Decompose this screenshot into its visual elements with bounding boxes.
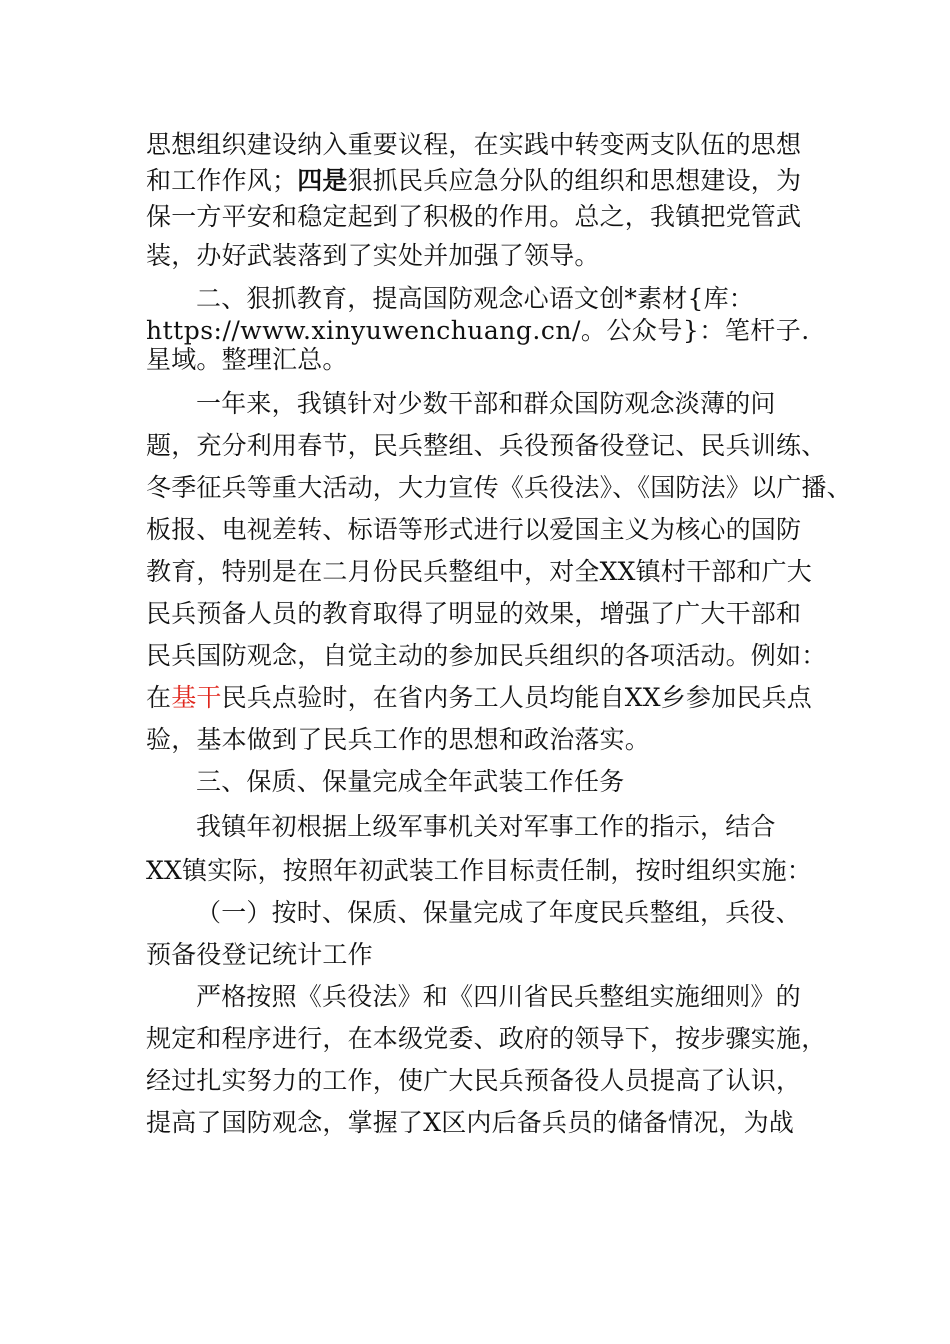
text-span: 和工作作风；: [146, 166, 298, 195]
paragraph-1-line-1: 思想组织建设纳入重要议程，在实践中转变两支队伍的思想: [146, 130, 802, 159]
paragraph-4-line-2: 规定和程序进行，在本级党委、政府的领导下，按步骤实施，: [146, 1024, 827, 1053]
highlighted-text: 基干: [171, 683, 222, 712]
text-span: 狠抓民兵应急分队的组织和思想建设，为: [347, 166, 802, 195]
paragraph-3-line-2: XX镇实际，按照年初武装工作目标责任制，按时组织实施：: [146, 856, 812, 885]
paragraph-2-line-3: 冬季征兵等重大活动，大力宣传《兵役法》、《国防法》以广播、: [146, 473, 852, 502]
paragraph-1-line-4: 装，办好武装落到了实处并加强了领导。: [146, 241, 600, 270]
paragraph-3-line-1: 我镇年初根据上级军事机关对军事工作的指示，结合: [196, 812, 776, 841]
paragraph-2-line-5: 教育，特别是在二月份民兵整组中，对全XX镇村干部和广大: [146, 557, 812, 586]
paragraph-4-line-1: 严格按照《兵役法》和《四川省民兵整组实施细则》的: [196, 982, 801, 1011]
text-span: 在: [146, 683, 172, 712]
subsection-heading-1-line-1: （一）按时、保质、保量完成了年度民兵整组，兵役、: [196, 898, 801, 927]
subsection-heading-1-line-2: 预备役登记统计工作: [146, 940, 373, 969]
paragraph-2-line-2: 题，充分利用春节，民兵整组、兵役预备役登记、民兵训练、: [146, 431, 827, 460]
section-heading-2-line-3: 星域。整理汇总。: [146, 345, 348, 374]
paragraph-4-line-4: 提高了国防观念，掌握了X区内后备兵员的储备情况，为战: [146, 1108, 795, 1137]
paragraph-2-line-6: 民兵预备人员的教育取得了明显的效果，增强了广大干部和: [146, 599, 802, 628]
paragraph-2-line-8: [146, 683, 812, 713]
section-heading-2-line-1: 二、狠抓教育，提高国防观念心语文创*素材{库：: [196, 284, 755, 313]
paragraph-1-line-2: [146, 166, 801, 196]
paragraph-2-line-1: 一年来，我镇针对少数干部和群众国防观念淡薄的问: [196, 389, 776, 418]
text-span: 民兵点验时，在省内务工人员均能自XX乡参加民兵点: [221, 683, 813, 712]
paragraph-1-line-3: 保一方平安和稳定起到了积极的作用。总之，我镇把党管武: [146, 202, 802, 231]
paragraph-2-line-4: 板报、电视差转、标语等形式进行以爱国主义为核心的国防: [146, 515, 802, 544]
paragraph-4-line-3: 经过扎实努力的工作，使广大民兵预备役人员提高了认识，: [146, 1066, 802, 1095]
bold-emphasis: 四是: [297, 166, 348, 195]
paragraph-2-line-9: 验，基本做到了民兵工作的思想和政治落实。: [146, 725, 651, 754]
paragraph-2-line-7: 民兵国防观念，自觉主动的参加民兵组织的各项活动。例如：: [146, 641, 827, 670]
section-heading-2-line-2: https://www.xinyuwenchuang.cn/。公众号}：笔杆子.: [146, 316, 810, 345]
section-heading-3: 三、保质、保量完成全年武装工作任务: [196, 767, 625, 796]
